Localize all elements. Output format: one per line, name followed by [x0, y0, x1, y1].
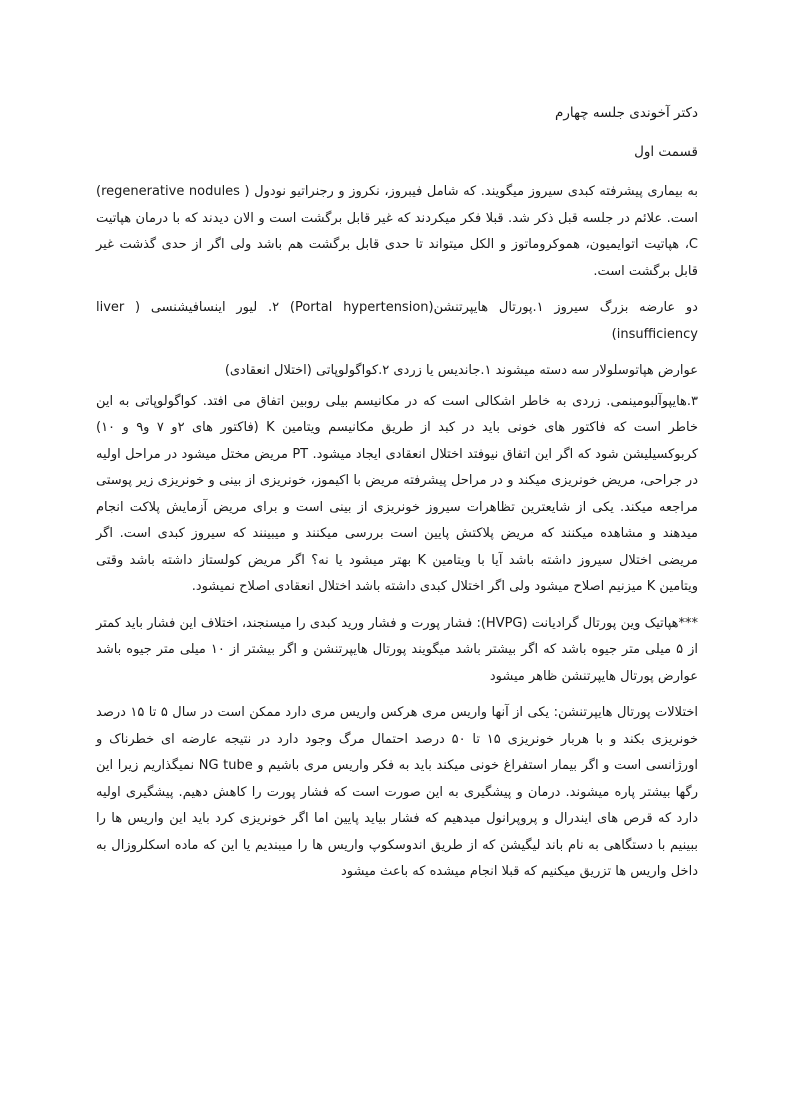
paragraph-hvpg: ***هپاتیک وین پورتال گرادیانت (HVPG): فشار پورت و فشار ورید کبدی را میسنجند، اختلاف این فشار باید کمتر از ۵ میلی متر جیوه باشد که اگر بیشتر باشد میگویند پورتال هایپرتنشن و اگر بیشتر از ۱۰ میلی متر جیوه باشد عوارض پورتال هایپرتنشن ظاهر میشود [96, 615, 698, 684]
paragraph-hypoalbuminemia-coagulopathy: ۳.هایپوآلبومینمی. زردی به خاطر اشکالی است که در مکانیسم بیلی روبین اتفاق می افتد. کواگولوپاتی به این خاطر است که فاکتور های خونی باید در کبد از طریق مکانیسم ویتامین K (فاکتور های ۲و ۷ و۹ و ۱۰) کربوکسیلیشن شود که اگر این اتفاق نیوفتد اختلال انعقادی ایجاد میشود. PT مریض مختل میشود در مراحل اولیه در جراحی، مریض خونریزی میکند و در مراحل پیشرفته مریض با اکیموز، خونریزی از بینی و خونریزی زیر پوستی مراجعه میکند. یکی از شایعترین تظاهرات سیروز خونریزی از بینی است و برای مریض آزمایش پلاکت انجام میدهند و مشاهده میکنند که مریض پلاکتش پایین است بررسی میکنند و میبینند که سیروز کبدی است. اگر مریضی اختلال سیروز داشته باشد آیا با ویتامین K بهتر میشود یا نه؟ اگر مریض کولستاز داشته باشد وقتی ویتامین K میزنیم اصلاح میشود ولی اگر اختلال کبدی داشته باشد اختلال انعقادی اصلاح نمیشود. [96, 393, 699, 594]
paragraph-cirrosis-definition: به بیماری پیشرفته کبدی سیروز میگویند. که شامل فیبروز، نکروز و رجنراتیو نودول ( regenerative nodules) است. علائم در جلسه قبل ذکر شد. قبلا فکر میکردند که غیر قابل برگشت است و الان دیدند که با درمان هپاتیت C، هپاتیت اتوایمیون، هموکروماتوز و الکل میتواند تا حدی قابل برگشت هم باشد ولی اگر از حدی گذشت غیر قابل برگشت است. [96, 184, 698, 279]
document-page [96, 100, 698, 896]
document-title: دکتر آخوندی جلسه چهارم [555, 105, 698, 121]
paragraph-portal-hypertension-disorders: اختلالات پورتال هایپرتنشن: یکی از آنها واریس مری هرکس واریس مری دارد ممکن است در سال ۵ تا ۱۵ درصد خونریزی بکند و با هربار خونریزی ۱۵ تا ۵۰ درصد احتمال مرگ وجود دارد در نتیجه عارضه ای خطرناک و اورژانسی است و اگر بیمار استفراغ خونی میکند باید به فکر واریس مری باشیم و NG tube نمیگذاریم زیرا این رگها بیشتر پاره میشوند. درمان و پیشگیری به این صورت است که فشار پورت را کاهش دهیم. پیشگیری اولیه دارد که قرص های ایندرال و پروپرانول میدهیم که فشار بیاید پایین اما اگر خونریزی کرد باید این واریس ها را ببینیم با دستگاهی به نام باند لیگیشن که از طریق اندوسکوپ واریس ها را میبندیم یا این که ماده اسکلروزال به داخل واریس ها تزریق میکنیم که قبلا انجام میشده که باعث میشود [96, 705, 699, 879]
paragraph-major-complications: دو عارضه بزرگ سیروز ۱.پورتال هایپرتنشن(Portal hypertension) ۲. لیور اینسافیشنسی ( liver insufficiency) [96, 300, 698, 342]
section-heading: قسمت اول [634, 143, 698, 160]
paragraph-hepatocellular-complications: عوارض هپاتوسلولار سه دسته میشوند ۱.جاندیس یا زردی ۲.کواگولوپاتی (اختلال انعقادی) [224, 363, 698, 378]
